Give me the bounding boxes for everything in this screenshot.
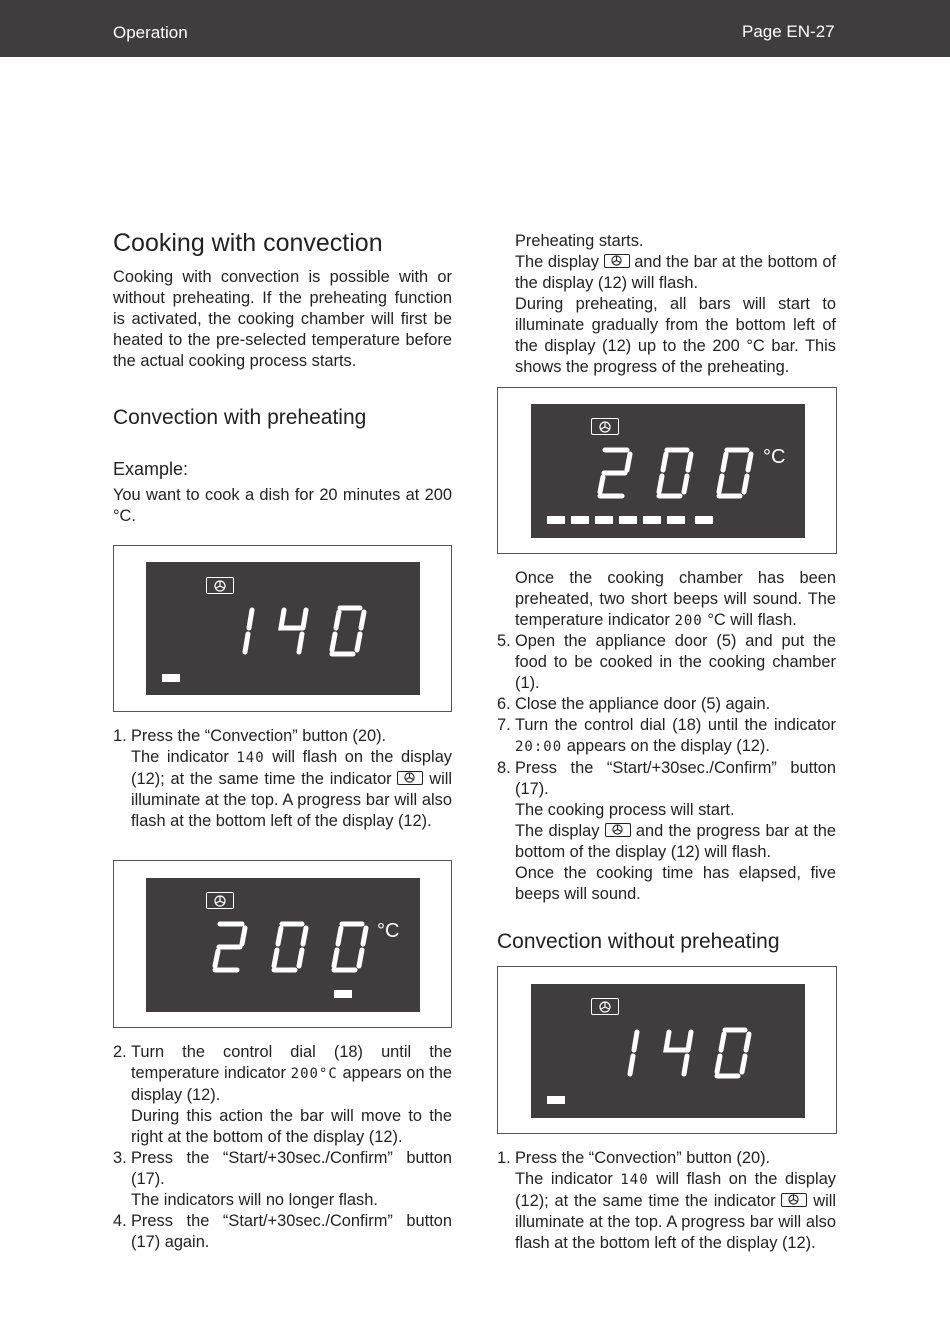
section-name: Operation <box>113 23 188 42</box>
fan-icon <box>781 1193 807 1207</box>
list-item: 4. Press the “Start/+30sec./Confirm” button (17) again. <box>113 1212 452 1251</box>
unit-label: °C <box>763 446 786 468</box>
example-text: You want to cook a dish for 20 minutes at 200 °C. <box>113 486 452 525</box>
fan-icon <box>206 892 234 909</box>
fan-icon <box>397 771 423 785</box>
lcd-digits <box>212 920 372 974</box>
steps-left-b <box>113 1042 452 1253</box>
indicator-200c: 200°C <box>290 1066 338 1082</box>
steps-left-a <box>113 726 452 832</box>
progress-bar-segment <box>695 516 713 524</box>
list-item: 7. Turn the control dial (18) until the indicator 20:00 appears on the display (12). <box>497 716 836 755</box>
display-figure-200-preheat <box>497 387 837 554</box>
indicator-140: 140 <box>236 750 265 766</box>
indicator-140: 140 <box>620 1172 649 1188</box>
lcd-digits <box>236 604 376 658</box>
preheated-paragraph: Once the cooking chamber has been preheated, two short beeps will sound. The temperature indicator 200 °C will flash. <box>515 569 836 629</box>
fan-icon <box>605 823 631 837</box>
lcd-screen <box>146 878 420 1012</box>
indicator-200: 200 <box>674 613 703 629</box>
subheading-without-preheating: Convection without preheating <box>497 930 780 953</box>
page-header <box>0 0 950 57</box>
progress-bar <box>162 674 180 682</box>
progress-bar-segment <box>571 516 589 524</box>
progress-bar <box>547 1096 565 1104</box>
progress-bar-segment <box>643 516 661 524</box>
progress-bar-segment <box>667 516 685 524</box>
lcd-screen <box>146 562 420 695</box>
list-item: 3. Press the “Start/+30sec./Confirm” button (17). The indicators will no longer flash. <box>113 1149 452 1209</box>
example-label: Example: <box>113 459 189 479</box>
list-item: 6. Close the appliance door (5) again. <box>497 695 771 713</box>
fan-icon <box>591 418 619 435</box>
lcd-digits <box>597 446 757 500</box>
lcd-screen <box>531 404 805 538</box>
display-figure-140 <box>113 545 452 712</box>
display-figure-200 <box>113 860 452 1028</box>
intro-paragraph: Cooking with convection is possible with or without preheating. If the preheating function is activated, the cooking chamber will first be heated to the pre-selected temperature before the actual cooking process starts. <box>113 268 452 370</box>
list-item: 2. Turn the control dial (18) until the temperature indicator 200°C appears on the display (12). During this action the bar will move to the right at the bottom of the display (12). <box>113 1043 452 1146</box>
steps-right-a <box>497 631 836 905</box>
fan-icon <box>591 998 619 1015</box>
fan-icon <box>604 254 630 268</box>
page-number: Page EN-27 <box>742 22 835 41</box>
subheading-with-preheating: Convection with preheating <box>113 406 367 429</box>
list-item: 8. Press the “Start/+30sec./Confirm” button (17). The cooking process will start. The display and the progress bar at the bottom of the display (12) will flash. Once the cooking time has elapsed, five beeps will sound. <box>497 759 836 903</box>
list-item: 1. Press the “Convection” button (20). The indicator 140 will flash on the display (12); at the same time the indicator will illuminate at the top. A progress bar will also flash at the bottom left of the display (12). <box>497 1149 837 1252</box>
progress-bar-segment <box>547 516 565 524</box>
fan-icon <box>206 577 234 594</box>
progress-bar-segment <box>595 516 613 524</box>
page-title: Cooking with convection <box>113 229 383 257</box>
indicator-2000: 20:00 <box>515 739 563 755</box>
unit-label: °C <box>377 920 400 942</box>
progress-bar-segment <box>619 516 637 524</box>
steps-right-b <box>497 1148 836 1254</box>
lcd-digits <box>621 1026 761 1080</box>
list-item: 5. Open the appliance door (5) and put the food to be cooked in the cooking chamber (1). <box>497 632 836 692</box>
progress-bar <box>334 990 352 998</box>
lcd-screen <box>531 984 805 1118</box>
preheat-paragraph: Preheating starts. The display and the bar at the bottom of the display (12) will flash. During preheating, all bars will start to illuminate gradually from the bottom left of the display (12) up to the 200 °C bar. This shows the progress of the preheating. <box>515 232 837 376</box>
list-item: 1. Press the “Convection” button (20). The indicator 140 will flash on the display (12); at the same time the indicator will illuminate at the top. A progress bar will also flash at the bottom left of the display (12). <box>113 727 453 830</box>
display-figure-140-b <box>497 966 837 1134</box>
